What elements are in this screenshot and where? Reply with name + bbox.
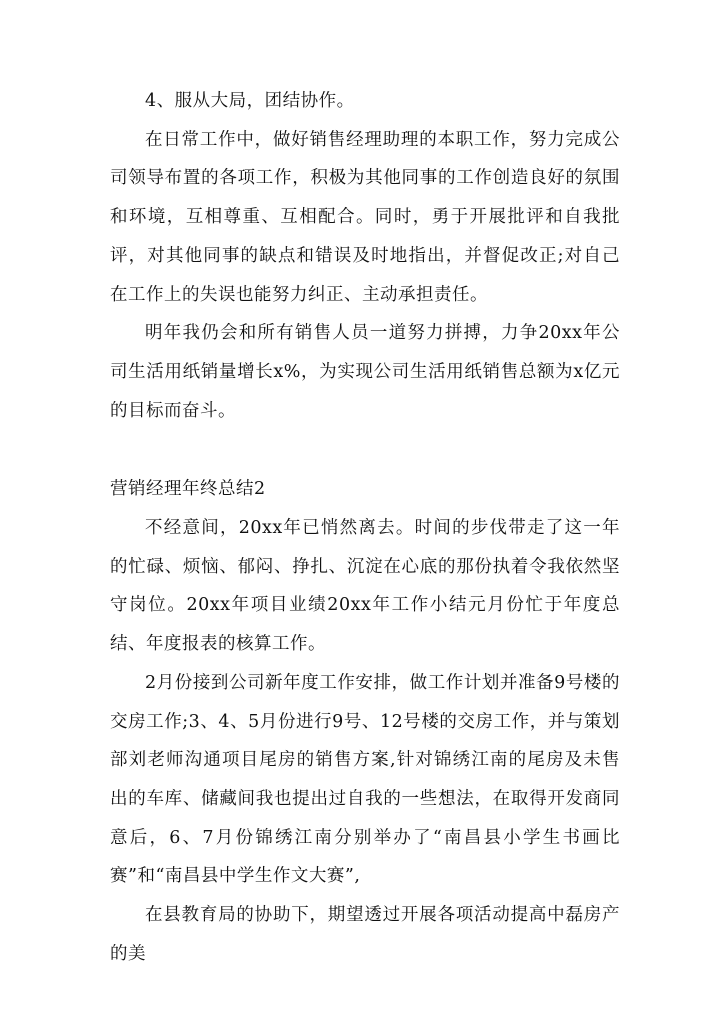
paragraph: 2月份接到公司新年度工作安排，做工作计划并准备9号楼的交房工作;3、4、5月份进行9号、12号楼的交房工作，并与策划部刘老师沟通项目尾房的销售方案,针对锦绣江南的尾房及未售出的车库、储藏间我也提出过自我的一些想法，在取得开发商同意后，6、7月份锦绣江南分别举办了“南昌县小学生书画比赛”和“南昌县中学生作文大赛”, <box>110 672 620 887</box>
section-heading: 营销经理年终总结2 <box>110 479 266 500</box>
paragraph: 在县教育局的协助下，期望透过开展各项活动提高中磊房产的美 <box>110 905 620 964</box>
paragraph: 明年我仍会和所有销售人员一道努力拼搏，力争20xx年公司生活用纸销量增长x%，为实现公司生活用纸销售总额为x亿元的目标而奋斗。 <box>110 323 620 421</box>
document-body <box>110 82 620 973</box>
paragraph: 在日常工作中，做好销售经理助理的本职工作，努力完成公司领导布置的各项工作，积极为其他同事的工作创造良好的氛围和环境，互相尊重、互相配合。同时，勇于开展批评和自我批评，对其他同事的缺点和错误及时地指出，并督促改正;对自己在工作上的失误也能努力纠正、主动承担责任。 <box>110 129 620 305</box>
list-item-4: 4、服从大局，团结协作。 <box>145 91 355 111</box>
paragraph: 不经意间，20xx年已悄然离去。时间的步伐带走了这一年的忙碌、烦恼、郁闷、挣扎、沉淀在心底的那份执着令我依然坚守岗位。20xx年项目业绩20xx年工作小结元月份忙于年度总结、年度报表的核算工作。 <box>110 518 620 655</box>
